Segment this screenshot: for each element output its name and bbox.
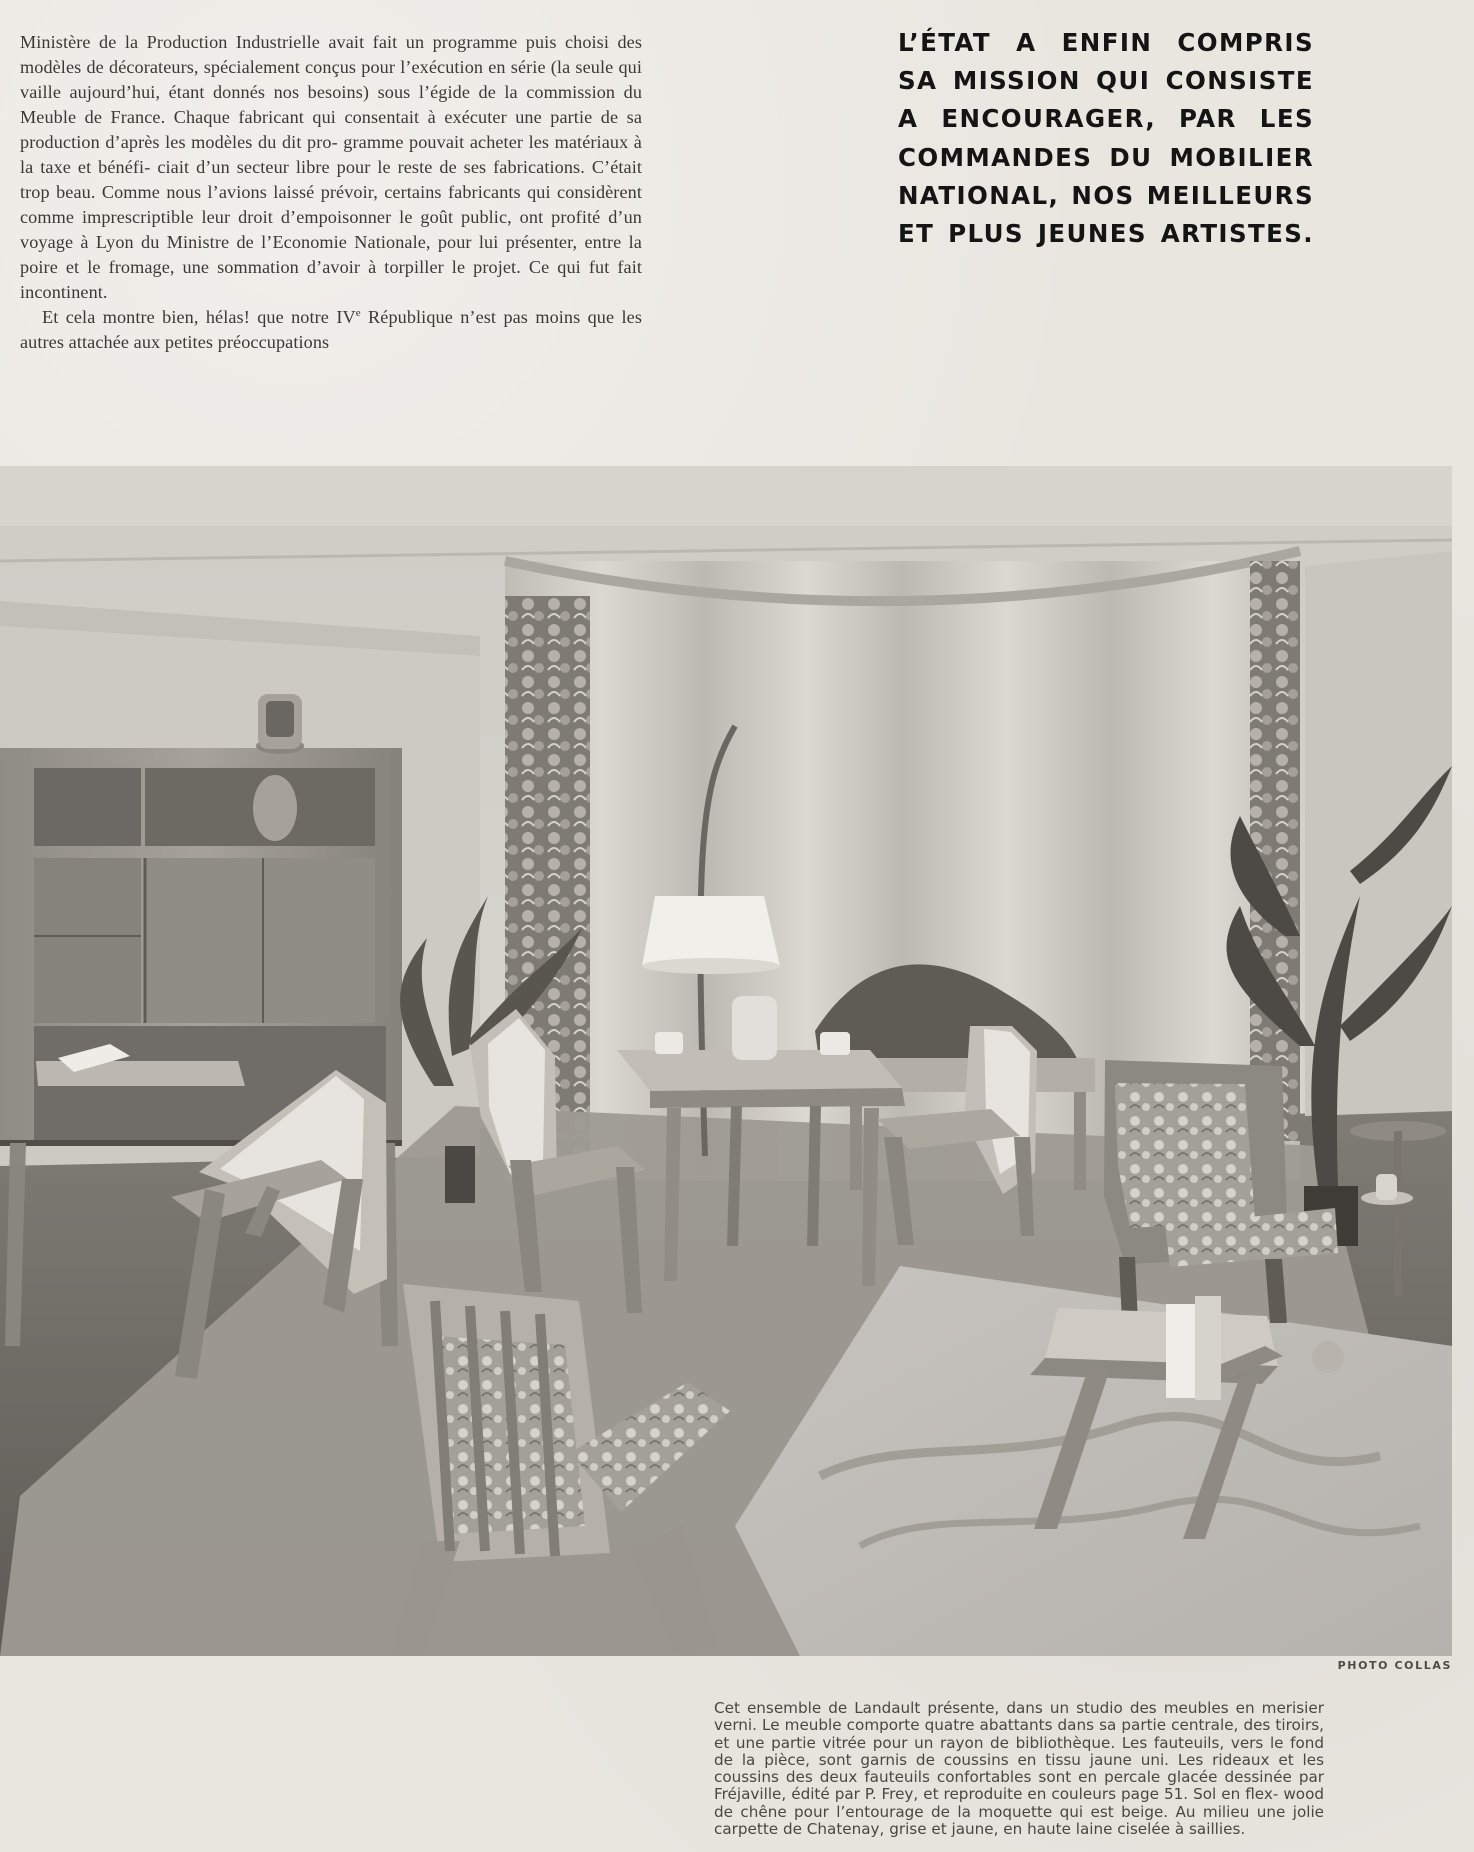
body-line: une partie de sa production d’après les modèles du dit pro- <box>20 107 642 152</box>
body-line: fabricants qui considèrent comme imprescriptible leur droit <box>20 182 642 227</box>
body-line: du Ministre de l’Economie Nationale, pour lui présenter, entre <box>141 232 622 252</box>
caption-line: les coussins des deux fauteuils confortables sont en percale glacée dessinée <box>714 1750 1325 1787</box>
body-line: pour l’exécution en série (la seule qui vaille aujourd’hui, <box>20 57 642 102</box>
pullquote-line: L’ÉTAT A ENFIN COMPRIS <box>898 28 1314 57</box>
body-line: ciait d’un secteur libre pour le reste de ses fabrications. <box>157 157 585 177</box>
pullquote-line: COMMANDES DU MOBILIER <box>898 142 1314 172</box>
photo-caption <box>714 1700 1324 1838</box>
body-line: gramme pouvait acheter les matériaux à la taxe et bénéfi- <box>20 132 642 177</box>
vase <box>256 694 304 754</box>
photo-credit: PHOTO COLLAS <box>1337 1659 1452 1672</box>
body-line: Ministère de la Production Industrielle avait fait un programme <box>20 32 518 52</box>
pullquote-line: SA MISSION QUI CONSISTE <box>898 66 1314 96</box>
pullquote-line: ET PLUS JEUNES ARTISTES. <box>898 219 1314 249</box>
caption-line: verni. Le meuble comporte quatre abattants dans sa partie centrale, des <box>714 1716 1271 1735</box>
body-line: projet. Ce qui fut fait incontinent. <box>20 257 643 302</box>
body-line: puis choisi des modèles de décorateurs, spécialement conçus <box>20 32 642 77</box>
caption-line: wood de chêne pour l’entourage de la moquette qui est beige. Au milieu une <box>714 1785 1325 1821</box>
body-line: étant donnés nos besoins) sous l’égide de la commission du <box>168 82 643 102</box>
article-paragraph-2 <box>20 305 642 355</box>
caption-line: Cet ensemble de Landault présente, dans un studio des meubles en merisier <box>714 1699 1324 1717</box>
body-line: République n’est <box>360 307 497 327</box>
pullquote-line: A ENCOURAGER, PAR LES <box>898 104 1314 134</box>
ceiling <box>0 466 1452 526</box>
body-line: C’était trop beau. Comme nous l’avions laissé prévoir, certains <box>20 157 643 202</box>
body-line: pas moins que les autres attachée aux petites préoccupations <box>20 307 643 352</box>
room-photo-svg <box>0 466 1452 1656</box>
caption-line: par Fréjaville, édité par P. Frey, et reproduite en couleurs page 51. Sol en flex- <box>714 1768 1325 1804</box>
interior-photograph <box>0 466 1452 1656</box>
caption-line: jolie carpette de Chatenay, grise et jaune, en haute laine ciselée à saillies. <box>714 1802 1325 1839</box>
body-line: Meuble de France. Chaque fabricant qui consentait à exécuter <box>20 107 507 127</box>
body-line: d’empoisonner le goût public, ont profité d’un voyage à Lyon <box>20 207 642 252</box>
body-line: la poire et le fromage, une sommation d’avoir à torpiller le <box>20 232 642 277</box>
body-line: Et cela montre bien, hélas! que notre IV <box>42 307 356 327</box>
caption-line: le fond de la pièce, sont garnis de coussins en tissu jaune uni. Les rideaux et <box>714 1733 1325 1769</box>
article-paragraph-1 <box>20 30 642 305</box>
pullquote <box>898 24 1314 253</box>
pullquote-line: NATIONAL, NOS MEILLEURS <box>898 180 1314 210</box>
superscript: e <box>355 306 361 319</box>
caption-line: tiroirs, et une partie vitrée pour un rayon de bibliothèque. Les fauteuils, vers <box>714 1716 1325 1752</box>
article-body <box>20 30 642 355</box>
